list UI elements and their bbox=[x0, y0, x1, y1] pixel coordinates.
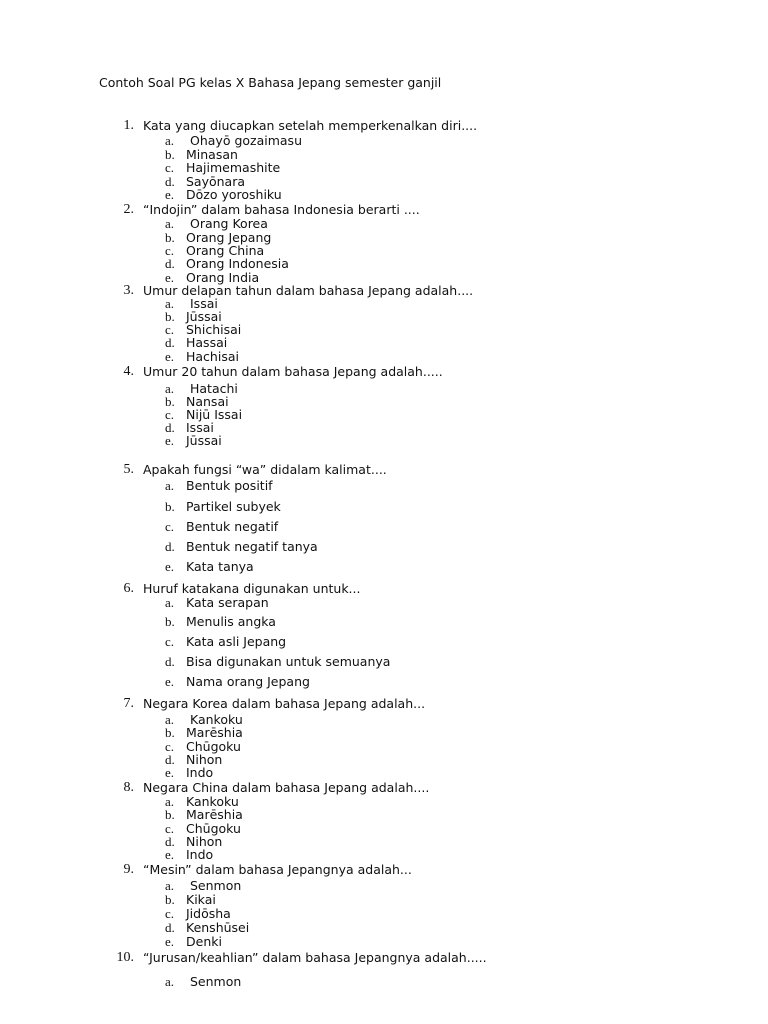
question-text: Umur delapan tahun dalam bahasa Jepang adalah.... bbox=[143, 283, 474, 298]
option-text: Bisa digunakan untuk semuanya bbox=[186, 654, 391, 669]
option-letter: c. bbox=[165, 634, 175, 649]
option-letter: b. bbox=[165, 309, 175, 324]
option-text: Nijū Issai bbox=[186, 407, 243, 422]
option-letter: d. bbox=[165, 752, 175, 767]
option-letter: b. bbox=[165, 807, 175, 822]
option-letter: a. bbox=[165, 878, 175, 893]
question-number: 5. bbox=[123, 462, 134, 477]
question-number: 6. bbox=[123, 581, 134, 596]
option-letter: e. bbox=[165, 187, 175, 202]
option-text: Partikel subyek bbox=[186, 499, 281, 514]
option-text: Nihon bbox=[186, 752, 223, 767]
question-text: Huruf katakana digunakan untuk... bbox=[143, 581, 361, 596]
option-letter: b. bbox=[165, 499, 175, 514]
option-letter: d. bbox=[165, 420, 175, 435]
option-letter: c. bbox=[165, 739, 175, 754]
option-text: Marēshia bbox=[186, 725, 243, 740]
option-letter: d. bbox=[165, 834, 175, 849]
option-text: Orang China bbox=[186, 243, 265, 258]
question-number: 4. bbox=[123, 364, 134, 379]
option-letter: e. bbox=[165, 559, 175, 574]
option-text: Kikai bbox=[186, 892, 216, 907]
option-letter: b. bbox=[165, 230, 175, 245]
option-letter: d. bbox=[165, 654, 175, 669]
question-text: Negara China dalam bahasa Jepang adalah.... bbox=[143, 780, 430, 795]
option-text: Bentuk negatif bbox=[186, 519, 279, 534]
option-text: Minasan bbox=[186, 147, 238, 162]
option-text: Orang India bbox=[186, 270, 260, 285]
option-letter: a. bbox=[165, 794, 175, 809]
option-letter: d. bbox=[165, 539, 175, 554]
option-letter: d. bbox=[165, 256, 175, 271]
option-text: Hassai bbox=[186, 335, 228, 350]
option-letter: c. bbox=[165, 519, 175, 534]
question-text: Apakah fungsi “wa” didalam kalimat.... bbox=[143, 462, 387, 477]
option-letter: a. bbox=[165, 296, 175, 311]
option-letter: a. bbox=[165, 712, 175, 727]
option-letter: e. bbox=[165, 270, 175, 285]
option-text: Kankoku bbox=[190, 712, 243, 727]
option-text: Orang Indonesia bbox=[186, 256, 289, 271]
option-text: Indo bbox=[186, 847, 214, 862]
option-text: Hachisai bbox=[186, 349, 239, 364]
question-number: 8. bbox=[123, 780, 134, 795]
option-letter: c. bbox=[165, 322, 175, 337]
option-text: Kata asli Jepang bbox=[186, 634, 287, 649]
option-text: Menulis angka bbox=[186, 614, 276, 629]
option-text: Bentuk negatif tanya bbox=[186, 539, 318, 554]
option-text: Nansai bbox=[186, 394, 229, 409]
option-letter: a. bbox=[165, 133, 175, 148]
option-text: Chūgoku bbox=[186, 739, 241, 754]
option-letter: e. bbox=[165, 765, 175, 780]
question-number: 7. bbox=[123, 696, 134, 711]
option-text: Orang Jepang bbox=[186, 230, 272, 245]
option-text: Kata tanya bbox=[186, 559, 254, 574]
option-text: Denki bbox=[186, 934, 222, 949]
option-text: Jūssai bbox=[186, 309, 222, 324]
option-letter: e. bbox=[165, 674, 175, 689]
option-letter: a. bbox=[165, 478, 175, 493]
option-letter: b. bbox=[165, 614, 175, 629]
option-letter: c. bbox=[165, 906, 175, 921]
option-text: Senmon bbox=[190, 878, 242, 893]
option-text: Dōzo yoroshiku bbox=[186, 187, 282, 202]
option-letter: e. bbox=[165, 934, 175, 949]
option-text: Kankoku bbox=[186, 794, 239, 809]
option-letter: a. bbox=[165, 216, 175, 231]
option-letter: b. bbox=[165, 892, 175, 907]
option-letter: d. bbox=[165, 920, 175, 935]
option-letter: e. bbox=[165, 433, 175, 448]
option-letter: e. bbox=[165, 847, 175, 862]
question-number: 10. bbox=[116, 950, 134, 965]
question-text: “Mesin” dalam bahasa Jepangnya adalah... bbox=[143, 862, 412, 877]
option-letter: a. bbox=[165, 974, 175, 989]
option-letter: c. bbox=[165, 407, 175, 422]
option-letter: c. bbox=[165, 160, 175, 175]
option-text: Nama orang Jepang bbox=[186, 674, 310, 689]
option-text: Nihon bbox=[186, 834, 223, 849]
question-text: “Indojin” dalam bahasa Indonesia berarti .... bbox=[143, 202, 420, 217]
question-number: 9. bbox=[123, 862, 134, 877]
question-text: Negara Korea dalam bahasa Jepang adalah... bbox=[143, 696, 426, 711]
option-letter: a. bbox=[165, 595, 175, 610]
option-text: Kata serapan bbox=[186, 595, 269, 610]
question-text: Kata yang diucapkan setelah memperkenalkan diri.... bbox=[143, 118, 478, 133]
option-text: Shichisai bbox=[186, 322, 242, 337]
option-text: Hajimemashite bbox=[186, 160, 281, 175]
option-text: Bentuk positif bbox=[186, 478, 273, 493]
question-text: “Jurusan/keahlian” dalam bahasa Jepangnya adalah..... bbox=[143, 950, 487, 965]
option-text: Senmon bbox=[190, 974, 242, 989]
question-number: 1. bbox=[123, 118, 134, 133]
option-text: Marēshia bbox=[186, 807, 243, 822]
option-letter: b. bbox=[165, 147, 175, 162]
question-number: 3. bbox=[123, 283, 134, 298]
option-letter: b. bbox=[165, 394, 175, 409]
option-letter: c. bbox=[165, 243, 175, 258]
document-title: Contoh Soal PG kelas X Bahasa Jepang semester ganjil bbox=[99, 75, 442, 90]
option-text: Issai bbox=[186, 420, 214, 435]
option-letter: d. bbox=[165, 174, 175, 189]
option-text: Issai bbox=[190, 296, 218, 311]
option-text: Kenshūsei bbox=[186, 920, 250, 935]
option-letter: a. bbox=[165, 381, 175, 396]
option-text: Hatachi bbox=[190, 381, 238, 396]
option-text: Sayōnara bbox=[186, 174, 246, 189]
option-text: Ohayō gozaimasu bbox=[190, 133, 302, 148]
option-text: Jidōsha bbox=[186, 906, 231, 921]
option-letter: c. bbox=[165, 821, 175, 836]
option-text: Orang Korea bbox=[190, 216, 268, 231]
option-letter: e. bbox=[165, 349, 175, 364]
option-text: Indo bbox=[186, 765, 214, 780]
option-text: Chūgoku bbox=[186, 821, 241, 836]
question-text: Umur 20 tahun dalam bahasa Jepang adalah..... bbox=[143, 364, 443, 379]
question-number: 2. bbox=[123, 202, 134, 217]
option-letter: d. bbox=[165, 335, 175, 350]
option-letter: b. bbox=[165, 725, 175, 740]
option-text: Jūssai bbox=[186, 433, 222, 448]
